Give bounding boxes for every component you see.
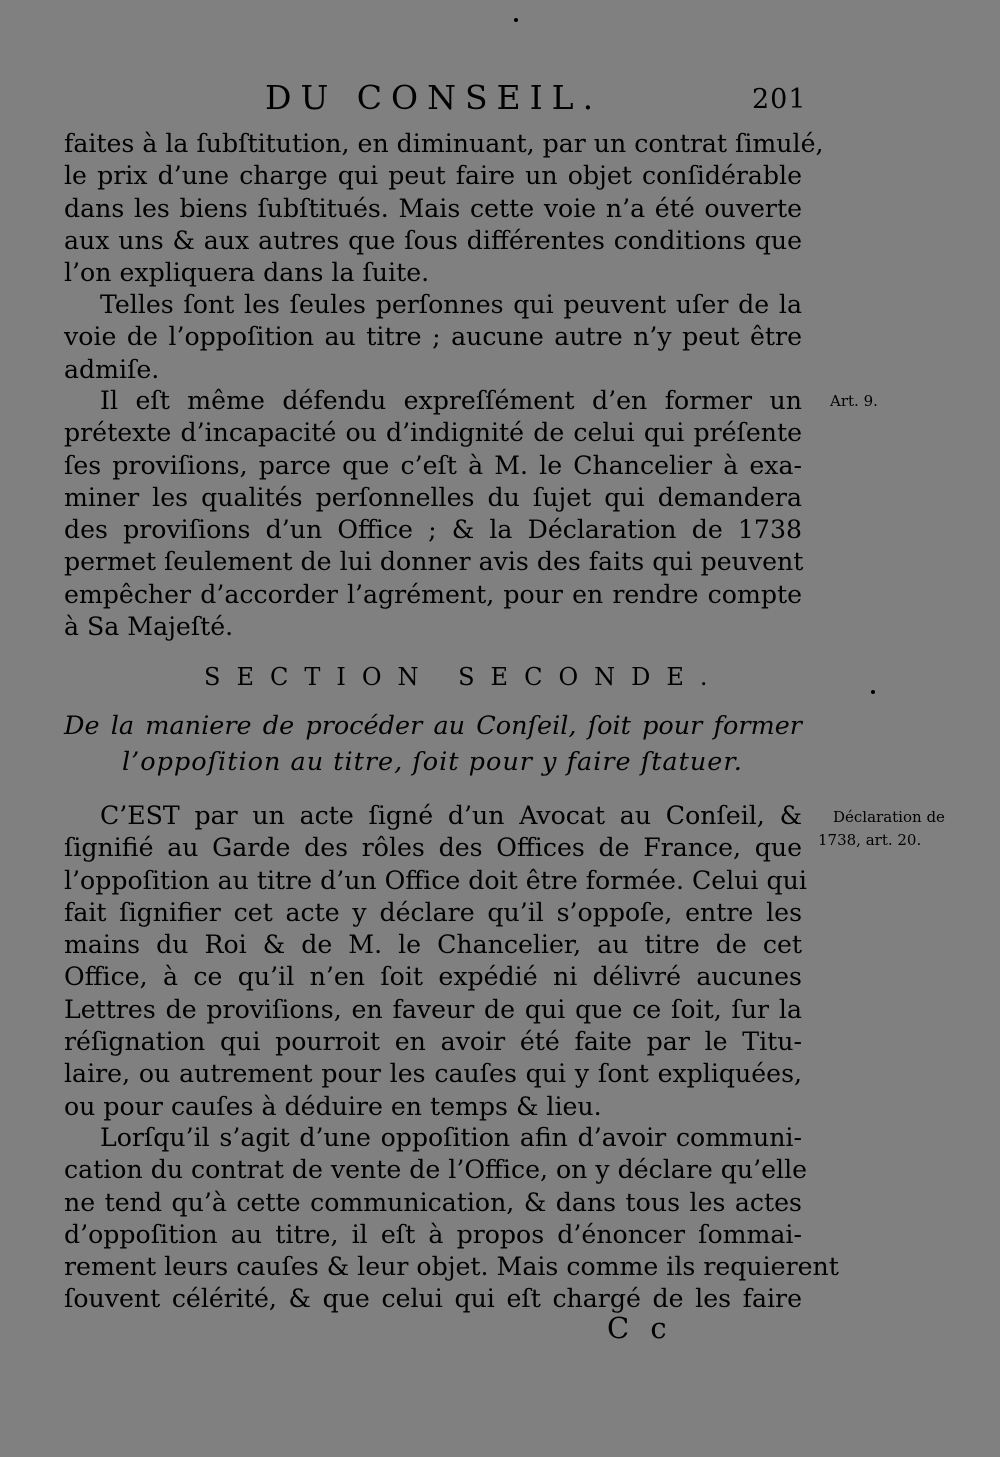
text-line: ſignifié au Garde des rôles des Offices de France, que	[64, 833, 802, 863]
paragraph-2	[64, 289, 802, 386]
text-line: admiſe.	[64, 354, 160, 384]
section-subtitle-line: l’oppoſition au titre, ſoit pour y faire ſtatuer.	[122, 747, 743, 777]
text-line: aux uns & aux autres que ſous différentes conditions que	[64, 225, 802, 255]
text-line: Il eſt même défendu expreſſément d’en former un	[100, 386, 802, 415]
paragraph-1	[64, 128, 824, 289]
section-title: SECTION SECONDE.	[204, 663, 724, 691]
margin-note-art9: Art. 9.	[830, 392, 878, 410]
text-line: C’EST par un acte ſigné d’un Avocat au Conſeil, &	[100, 801, 802, 830]
paragraph-4	[64, 800, 807, 1123]
text-line: d’oppoſition au titre, il eſt à propos d’énoncer ſommai-	[64, 1219, 802, 1249]
text-line: fait ſignifier cet acte y déclare qu’il s’oppoſe, entre les	[64, 897, 802, 927]
dot-mark	[514, 18, 518, 22]
page-number: 201	[752, 84, 807, 115]
section-subtitle-line: De la maniere de procéder au Conſeil, ſoit pour former	[64, 711, 802, 741]
text-line: Lorſqu’il s’agit d’une oppoſition afin d’avoir communi-	[100, 1123, 802, 1152]
dot-mark	[871, 690, 875, 694]
text-line: ne tend qu’à cette communication, & dans tous les actes	[64, 1187, 802, 1217]
paragraph-3	[64, 385, 802, 643]
text-line: ſes proviſions, parce que c’eſt à M. le Chancelier à exa-	[64, 450, 802, 480]
text-line: l’oppoſition au titre d’un Office doit être formée. Celui qui	[64, 865, 807, 895]
text-line: empêcher d’accorder l’agrément, pour en rendre compte	[64, 579, 802, 609]
text-line: prétexte d’incapacité ou d’indignité de celui qui préſente	[64, 418, 802, 448]
running-title: DU CONSEIL.	[265, 78, 603, 117]
text-line: ſouvent célérité, & que celui qui eſt chargé de les faire	[64, 1284, 802, 1314]
text-line: miner les qualités perſonnelles du ſujet qui demandera	[64, 482, 802, 512]
text-line: permet ſeulement de lui donner avis des faits qui peuvent	[64, 547, 804, 577]
text-line: l’on expliquera dans la ſuite.	[64, 258, 430, 288]
signature-mark: C c	[607, 1311, 673, 1345]
text-line: des proviſions d’un Office ; & la Déclaration de 1738	[64, 515, 802, 545]
text-line: voie de l’oppoſition au titre ; aucune autre n’y peut être	[64, 322, 802, 352]
text-line: laire, ou autrement pour les cauſes qui y ſont expliquées,	[64, 1059, 802, 1089]
text-line: réſignation qui pourroit en avoir été faite par le Titu-	[64, 1027, 802, 1057]
text-line: mains du Roi & de M. le Chancelier, au titre de cet	[64, 930, 802, 960]
text-line: ou pour cauſes à déduire en temps & lieu.	[64, 1091, 602, 1121]
text-line: à Sa Majeſté.	[64, 612, 234, 642]
text-line: faites à la ſubſtitution, en diminuant, par un contrat ſimulé,	[64, 129, 824, 158]
paragraph-5	[64, 1122, 839, 1316]
text-line: rement leurs cauſes & leur objet. Mais comme ils requierent	[64, 1252, 839, 1282]
text-line: Lettres de proviſions, en faveur de qui que ce ſoit, ſur la	[64, 994, 802, 1024]
text-line: dans les biens ſubſtitués. Mais cette voie n’a été ouverte	[64, 193, 802, 223]
text-line: Telles ſont les ſeules perſonnes qui peuvent uſer de la	[100, 290, 802, 319]
text-line: cation du contrat de vente de l’Office, on y déclare qu’elle	[64, 1155, 808, 1185]
margin-note-declaration: Déclaration de	[833, 808, 945, 826]
margin-note-declaration-ref: 1738, art. 20.	[818, 831, 922, 849]
text-line: Office, à ce qu’il n’en ſoit expédié ni délivré aucunes	[64, 962, 802, 992]
section-subtitle	[64, 708, 802, 780]
text-line: le prix d’une charge qui peut faire un objet conſidérable	[64, 161, 802, 191]
